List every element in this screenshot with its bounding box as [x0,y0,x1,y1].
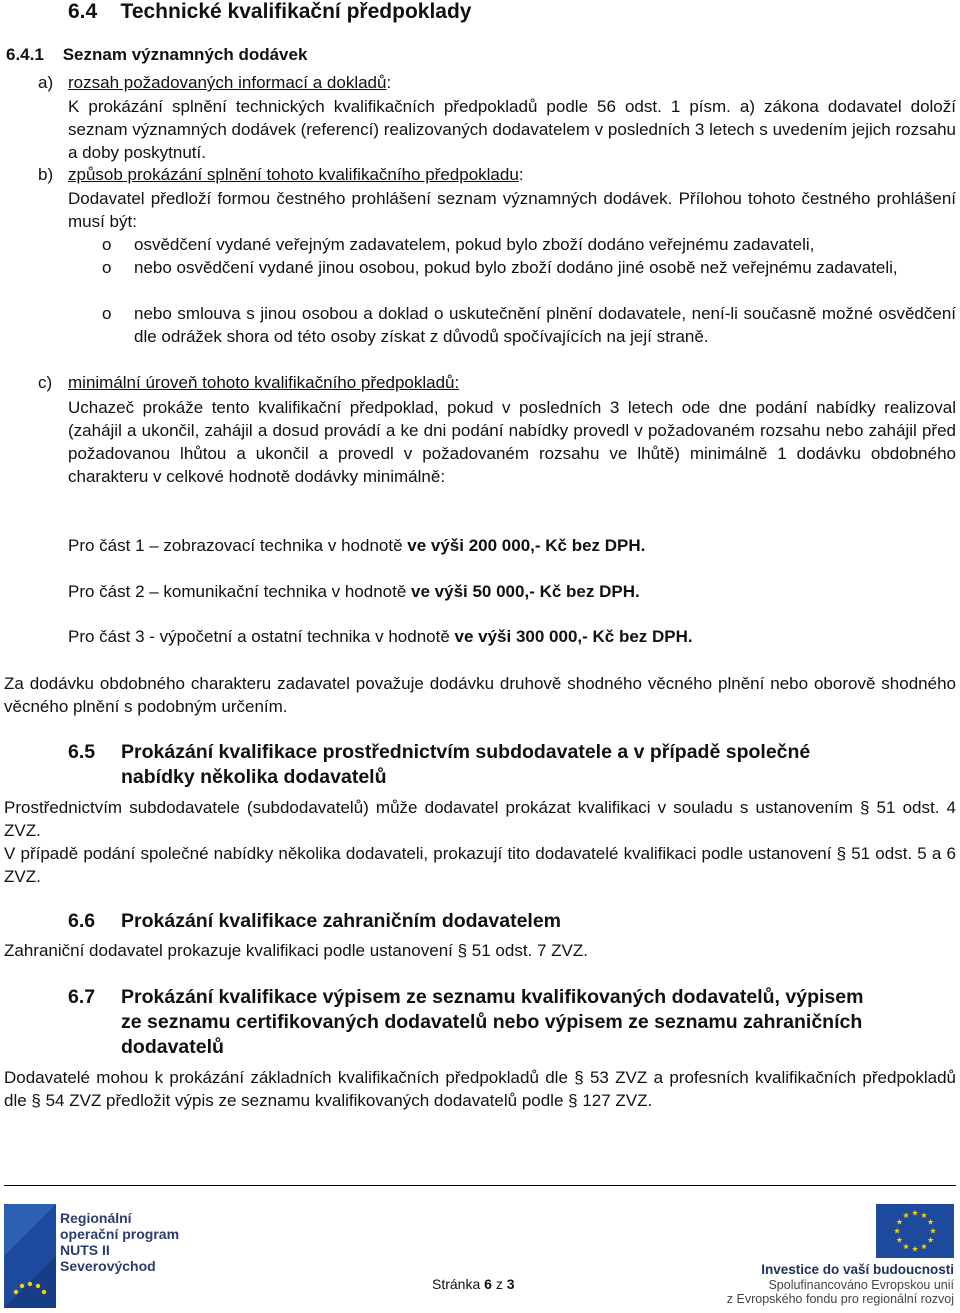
item-b-marker: b) [38,165,54,184]
bullet-item-2: nebo osvědčení vydané jinou osobou, pokud bylo zboží dodáno jiné osobě než veřejnému zadavateli, [134,258,898,277]
page-number [432,1276,515,1292]
item-b-heading [68,164,524,187]
section-6-5-title-line2: nabídky několika dodavatelů [121,766,387,788]
eu-flag-icon [876,1204,954,1258]
rop-logo-line2: operační program [60,1226,180,1242]
subsection-title: Seznam významných dodávek [62,45,308,64]
part-3-value: ve výši 300 000,- Kč bez DPH. [454,627,693,646]
item-c-marker: c) [38,373,53,392]
section-6-7-title-line1: Prokázání kvalifikace výpisem ze seznamu kvalifikovaných dodavatelů, výpisem [121,986,864,1008]
item-c-heading [68,372,459,395]
part-1-value: ve výši 200 000,- Kč bez DPH. [407,536,646,555]
section-title: Technické kvalifikační předpoklady [120,0,472,23]
page-label: Stránka [432,1276,485,1292]
section-6-5-para2: V případě podání společné nabídky několika dodavateli, prokazují tito dodavatelé kvalifikaci podle ustanovení § 51 odst. 5 a 6 ZVZ. [4,844,956,886]
eu-logo-line2: Spolufinancováno Evropskou unií [768,1278,954,1292]
bullet-marker: o [102,258,112,277]
rop-logo-text [60,1210,209,1274]
section-6-7-title-line2: ze seznamu certifikovaných dodavatelů nebo výpisem ze seznamu zahraničních [121,1011,863,1033]
bullet-marker: o [102,304,112,323]
section-6-5-title-line1: Prokázání kvalifikace prostřednictvím subdodavatele a v případě společné [121,741,811,763]
item-b-heading-text: způsob prokázání splnění tohoto kvalifikačního předpokladu [68,165,519,184]
part-1-text: Pro část 1 – zobrazovací technika v hodnotě [68,536,408,555]
rop-logo [4,1204,209,1309]
footer-divider [4,1185,956,1186]
section-number: 6.4 [68,0,98,23]
part-2 [68,581,640,604]
item-c-text: Uchazeč prokáže tento kvalifikační předpoklad, pokud v posledních 3 letech ode dne podání nabídky realizoval (zahájil a ukončil, zahájil a dosud provádí a ke dni podání nabídky provedl v požadovaném rozsahu nebo zahájil před požadovanou lhůtou a ukončil a provedl v požadovaném rozsahu ve lhůtě) minimálně 1 dodávku obdobného charakteru v celkové hodnotě dodávky minimálně: [68,398,956,486]
subsection-6-4-1-heading [6,44,307,66]
bullet-item-1: osvědčení vydané veřejným zadavatelem, pokud bylo zboží dodáno veřejnému zadavateli, [134,235,815,254]
section-6-5-title [121,740,956,790]
section-6-4-heading [68,0,471,24]
bullet-marker: o [102,235,112,254]
item-a-text: K prokázání splnění technických kvalifikačních předpokladů podle 56 odst. 1 písm. a) zákona dodavatel doloží seznam významných dodávek (referencí) realizovaných dodavatelem v posledních 3 letech s uvedením jejich rozsahu a doby poskytnutí. [68,97,956,162]
item-a-heading-text: rozsah požadovaných informací a dokladů [68,73,387,92]
subsection-number: 6.4.1 [6,45,44,64]
section-6-6-number: 6.6 [68,910,96,932]
page-of: z [491,1276,507,1292]
item-b-colon: : [518,165,524,184]
section-6-7-number: 6.7 [68,986,96,1008]
eu-logo-line1: Investice do vaší budoucnosti [761,1262,954,1277]
item-c-heading-text: minimální úroveň tohoto kvalifikačního předpokladů: [68,373,460,392]
section-6-7-title [121,985,956,1060]
bullet-item-3: nebo smlouva s jinou osobou a doklad o uskutečnění plnění dodavatele, není-li současně možné osvědčení dle odrážek shora od této osoby získat z důvodů spočívajících na její straně. [134,304,956,346]
part-2-value: ve výši 50 000,- Kč bez DPH. [411,582,640,601]
page-current: 6 [484,1276,492,1292]
eu-logo [728,1204,958,1312]
part-3 [68,626,693,649]
item-a-heading [68,72,391,95]
rop-logo-line3: NUTS II Severovýchod [60,1242,156,1274]
rop-logo-line1: Regionální [60,1210,132,1226]
item-b-text: Dodavatel předloží formou čestného prohlášení seznam významných dodávek. Přílohou tohoto čestného prohlášení musí být: [68,189,956,231]
item-a-colon: : [386,73,392,92]
section-6-7-para: Dodavatelé mohou k prokázání základních kvalifikačních předpokladů dle § 53 ZVZ a profesních kvalifikačních předpokladů dle § 54 ZVZ předložit výpis ze seznamu kvalifikovaných dodavatelů podle § 127 ZVZ. [4,1068,956,1110]
page-total: 3 [506,1276,515,1292]
section-6-5-number: 6.5 [68,741,96,763]
eu-logo-line3: z Evropského fondu pro regionální rozvoj [726,1292,954,1306]
section-6-6-para: Zahraniční dodavatel prokazuje kvalifikaci podle ustanovení § 51 odst. 7 ZVZ. [4,941,589,960]
eu-logo-text [727,1262,954,1306]
section-6-5-para1: Prostřednictvím subdodavatele (subdodavatelů) může dodavatel prokázat kvalifikaci v souladu s ustanovením § 51 odst. 4 ZVZ. [4,798,956,840]
item-a-marker: a) [38,73,54,92]
part-2-text: Pro část 2 – komunikační technika v hodnotě [68,582,412,601]
rop-flag-icon [4,1204,56,1308]
part-3-text: Pro část 3 - výpočetní a ostatní technika v hodnotě [68,627,455,646]
section-6-7-title-line3: dodavatelů [121,1036,224,1058]
similar-delivery-note: Za dodávku obdobného charakteru zadavatel považuje dodávku druhově shodného věcného plnění nebo oborově shodného věcného plnění s podobným určením. [4,674,956,716]
section-6-6-title: Prokázání kvalifikace zahraničním dodavatelem [121,910,562,932]
part-1 [68,535,645,558]
